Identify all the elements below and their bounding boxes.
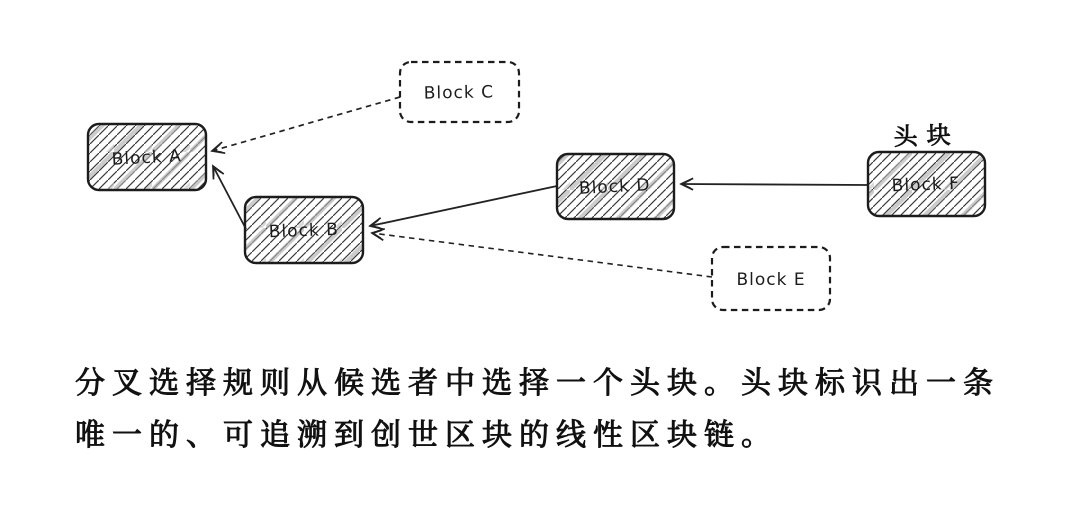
caption-line-2: 唯一的、可追溯到创世区块的线性区块链。 [75, 418, 778, 453]
block-f-label: Block F [891, 173, 961, 197]
block-d-label: Block D [578, 175, 651, 199]
block-b [245, 197, 363, 263]
caption-line-1: 分叉选择规则从候选者中选择一个头块。头块标识出一条 [75, 366, 1000, 401]
head-block-label: 头块 [893, 120, 961, 152]
edge-e-to-b [372, 233, 712, 277]
edge-d-to-b [370, 186, 557, 226]
block-b-label: Block B [268, 219, 340, 243]
block-e [712, 247, 830, 310]
block-d [557, 154, 674, 219]
edge-c-to-a [212, 97, 400, 151]
block-c-label: Block C [423, 82, 495, 104]
block-c [400, 62, 519, 122]
block-e-label: Block E [736, 270, 806, 290]
edge-b-to-a [213, 166, 246, 229]
edge-f-to-d [681, 184, 868, 185]
block-f [868, 152, 985, 216]
block-a-label: Block A [111, 146, 183, 170]
caption [75, 358, 1000, 462]
block-a [88, 124, 206, 190]
